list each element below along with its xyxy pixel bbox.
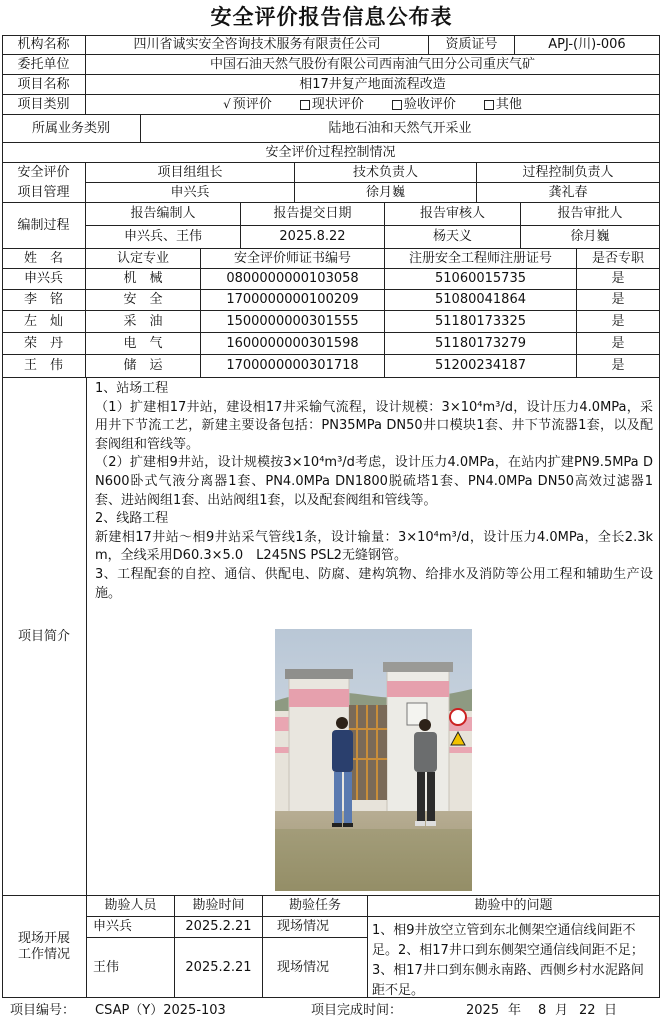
- intro-paragraph: 新建相17井站～相9井站采气管线1条，设计输量：3×10⁴m³/d，设计压力4.0MPa，全长2.3km，全线采用D60.3×5.0 L245NS PSL2无缝钢管。: [95, 529, 653, 564]
- checkbox-icon: [300, 100, 310, 110]
- intro-label: 项目简介: [2, 378, 87, 896]
- site-header-time: 勘验时间: [175, 896, 263, 917]
- intro-paragraph: 2、线路工程: [95, 511, 169, 527]
- tech-value: 徐月巍: [295, 183, 477, 203]
- client-label: 委托单位: [2, 55, 86, 75]
- business-label: 所属业务类别: [2, 115, 141, 143]
- site-header-task: 勘验任务: [263, 896, 368, 917]
- staff-row-name: 荣 丹: [2, 333, 86, 355]
- business-value: 陆地石油和天然气开采业: [141, 115, 660, 143]
- staff-row-cert: 1500000000301555: [201, 311, 385, 333]
- project-type-options: [86, 95, 660, 115]
- staff-row-fulltime: 是: [577, 269, 660, 290]
- staff-row-cert: 1700000000100209: [201, 290, 385, 311]
- staff-row-name: 左 灿: [2, 311, 86, 333]
- type-option-status[interactable]: 现状评价: [300, 97, 364, 113]
- cert-label: 资质证号: [429, 35, 515, 55]
- site-row-person: 申兴兵: [87, 917, 175, 938]
- site-photo: [275, 629, 472, 891]
- staff-row-cert: 0800000000103058: [201, 269, 385, 290]
- staff-row-reg: 51180173279: [385, 333, 577, 355]
- staff-row-major: 电 气: [86, 333, 201, 355]
- staff-row-major: 储 运: [86, 355, 201, 378]
- project-name-label: 项目名称: [2, 75, 86, 95]
- staff-row-fulltime: 是: [577, 333, 660, 355]
- intro-paragraph: （1）扩建相17井站，建设相17井采输气流程，设计规模：3×10⁴m³/d，设计压力4.0MPa，采用井下节流工艺，新建主要设备包括：PN35MPa DN50井口模块1套、井下节流器1套，以及配套阀组和管线等。: [95, 399, 653, 452]
- site-row-task: 现场情况: [263, 917, 368, 938]
- complete-year: 2025: [466, 1003, 500, 1018]
- type-option-other[interactable]: 其他: [484, 97, 522, 113]
- complete-month-unit: 月: [555, 1003, 569, 1018]
- staff-row-reg: 51200234187: [385, 355, 577, 378]
- staff-row-name: 李 铭: [2, 290, 86, 311]
- project-number-value: CSAP（Y）2025-103: [95, 1003, 226, 1018]
- management-label-1: 安全评价: [2, 163, 86, 183]
- approver-value: 徐月巍: [521, 226, 660, 249]
- project-name-value: 相17井复产地面流程改造: [86, 75, 660, 95]
- site-label: [2, 896, 87, 998]
- site-header-issues: 勘验中的问题: [368, 896, 660, 917]
- staff-row-cert: 1600000000301598: [201, 333, 385, 355]
- reviewer-value: 杨天义: [385, 226, 521, 249]
- intro-paragraph: 3、工程配套的自控、通信、供配电、防腐、建构筑物、给排水及消防等公用工程和辅助生产设施。: [95, 566, 653, 601]
- date-value: 2025.8.22: [241, 226, 385, 249]
- staff-header-major: 认定专业: [86, 249, 201, 269]
- intro-paragraph: （2）扩建相9井站，设计规模按3×10⁴m³/d考虑，设计压力4.0MPa，在站内扩建PN9.5MPa DN600卧式气液分离器1套、PN4.0MPa DN1800脱硫塔1套、PN4.0MPa DN50高效过滤器1套、进站阀组1套、出站阀组1套，以及配套阀组和管线等。: [95, 455, 653, 508]
- tech-header: 技术负责人: [295, 163, 477, 183]
- staff-header-cert: 安全评价师证书编号: [201, 249, 385, 269]
- leader-header: 项目组组长: [86, 163, 295, 183]
- client-value: 中国石油天然气股份有限公司西南油气田分公司重庆气矿: [86, 55, 660, 75]
- management-label-2: 项目管理: [2, 183, 86, 203]
- site-row-time: 2025.2.21: [175, 917, 263, 938]
- intro-paragraph: 1、站场工程: [95, 381, 169, 396]
- org-label: 机构名称: [2, 35, 86, 55]
- site-row-task: 现场情况: [263, 938, 368, 998]
- type-option-acceptance[interactable]: 验收评价: [392, 97, 456, 113]
- checkbox-icon: [392, 100, 402, 110]
- control-value: 龚礼春: [477, 183, 660, 203]
- complete-time-label: 项目完成时间：: [311, 1003, 403, 1018]
- staff-row-major: 机 械: [86, 269, 201, 290]
- staff-header-fulltime: 是否专职: [577, 249, 660, 269]
- type-option-pre[interactable]: √ 预评价: [223, 96, 272, 112]
- cert-value: APJ-(川)-006: [515, 35, 660, 55]
- control-header: 过程控制负责人: [477, 163, 660, 183]
- project-type-label: 项目类别: [2, 95, 86, 115]
- site-issues: 1、相9井放空立管到东北侧架空通信线间距不足。2、相17井口到东侧架空通信线间距不足；3、相17井口到东侧永南路、西侧乡村水泥路间距不足。: [368, 917, 660, 998]
- staff-row-name: 王 伟: [2, 355, 86, 378]
- complete-day-unit: 日: [604, 1003, 618, 1018]
- compiler-value: 申兴兵、王伟: [86, 226, 241, 249]
- compiler-header: 报告编制人: [86, 203, 241, 226]
- process-header: 安全评价过程控制情况: [2, 143, 660, 163]
- complete-day: 22: [579, 1003, 596, 1018]
- site-row-person: 王伟: [87, 938, 175, 998]
- site-header-person: 勘验人员: [87, 896, 175, 917]
- site-label-line-1: 现场开展: [17, 930, 70, 946]
- staff-row-major: 安 全: [86, 290, 201, 311]
- staff-row-reg: 51180173325: [385, 311, 577, 333]
- staff-row-reg: 51080041864: [385, 290, 577, 311]
- staff-row-fulltime: 是: [577, 290, 660, 311]
- staff-row-name: 申兴兵: [2, 269, 86, 290]
- date-header: 报告提交日期: [241, 203, 385, 226]
- staff-row-fulltime: 是: [577, 355, 660, 378]
- site-row-time: 2025.2.21: [175, 938, 263, 998]
- staff-row-major: 采 油: [86, 311, 201, 333]
- checkbox-icon: [484, 100, 494, 110]
- complete-year-unit: 年: [508, 1003, 522, 1018]
- leader-value: 申兴兵: [86, 183, 295, 203]
- page-title: 安全评价报告信息公布表: [210, 5, 453, 29]
- project-number-label: 项目编号：: [10, 1003, 76, 1018]
- staff-header-name: 姓 名: [2, 249, 86, 269]
- compile-label: 编制过程: [2, 203, 86, 249]
- staff-row-fulltime: 是: [577, 311, 660, 333]
- org-value: 四川省诚实安全咨询技术服务有限责任公司: [86, 35, 429, 55]
- staff-header-reg: 注册安全工程师注册证号: [385, 249, 577, 269]
- site-label-line-2: 工作情况: [17, 946, 70, 962]
- approver-header: 报告审批人: [521, 203, 660, 226]
- staff-row-cert: 1700000000301718: [201, 355, 385, 378]
- complete-month: 8: [538, 1003, 547, 1018]
- reviewer-header: 报告审核人: [385, 203, 521, 226]
- check-mark-icon: √: [223, 97, 231, 112]
- staff-row-reg: 51060015735: [385, 269, 577, 290]
